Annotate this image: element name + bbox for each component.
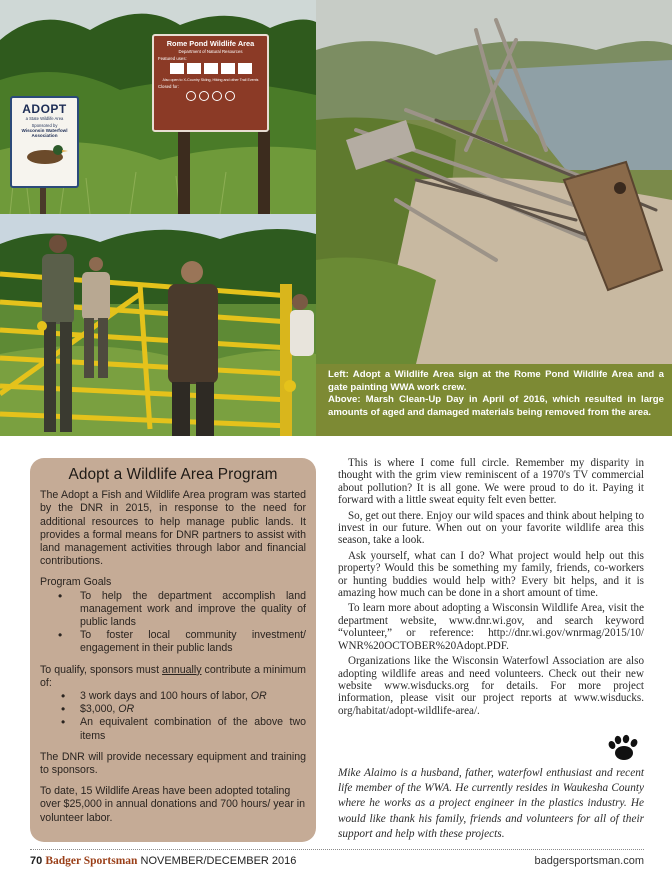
sign-featured-uses: Featured uses: — [158, 56, 187, 61]
footer-left — [30, 855, 296, 867]
sign-closed-icons — [154, 91, 267, 101]
caption-above: Above: Marsh Clean-Up Day in April of 2016, which resulted in large amounts of aged and damaged materials being removed from the area. — [328, 394, 664, 418]
page-number: 70 — [30, 855, 43, 867]
photo-caption — [316, 364, 672, 436]
adopt-sign-line3: Wisconsin Waterfowl — [21, 128, 68, 133]
adopt-sign-line1: a State Wildlife Area — [25, 116, 64, 121]
footer-website: badgersportsman.com — [534, 855, 644, 867]
issue-date: NOVEMBER/DECEMBER 2016 — [140, 855, 297, 867]
adopt-sign-line4: Association — [31, 133, 58, 138]
article-paragraph: This is where I come full circle. Remember my disparity in thought with the grim view reminiscent of a 1970's TV commercial about pollution? It is all gone. We were proud to do it. Paying it forward with a little sweat equity felt even better. — [338, 457, 644, 507]
rome-pond-sign — [152, 34, 269, 132]
article-paragraph: Organizations like the Wisconsin Waterfowl Association are also adopting wildlife areas and need volunteers. Check out their new website www.wisducks.org for details. For more project information, please visit our project reports at www.wisducks. org/habitat/adopt-wildlife-area/. — [338, 655, 644, 717]
qualify-option: • 3 work days and 100 hours of labor, OR — [40, 690, 306, 703]
caption-left: Left: Adopt a Wildlife Area sign at the Rome Pond Wildlife Area and a gate painting WWA work crew. — [328, 369, 664, 393]
qualify-option: • An equivalent combination of the above two items — [40, 716, 306, 742]
marsh-cleanup-photo — [316, 0, 672, 364]
duck-logo-icon — [20, 141, 70, 167]
footer-divider — [30, 849, 644, 850]
sidebar-title: Adopt a Wildlife Area Program — [68, 466, 278, 483]
article-paragraph: To learn more about adopting a Wisconsin Wildlife Area, visit the department website, www.dnr.wi.gov, and search keyword “volunteer,” or reference: http://dnr.wi.gov/wnrmag/2015/10/ WNR%20OCTOBER%20Adopt.PDF. — [338, 602, 644, 652]
article-body — [338, 457, 644, 720]
qualify-option: • $3,000, OR — [40, 703, 306, 716]
sign-subtitle: Department of Natural Resources — [178, 49, 243, 54]
qualify-text: To qualify, sponsors must annually contribute a minimum of: — [40, 663, 306, 689]
author-bio: Mike Alaimo is a husband, father, waterfowl enthusiast and recent life member of the WWA. He currently resides in Waukesha County where he works as a project engineer in the plastics industry. He would like thank his family, friends and volunteers for all of their support and help with these projects. — [338, 767, 644, 840]
to-date-stats: To date, 15 Wildlife Areas have been adopted totaling over $25,000 in annual donations and 700 hours/ year in volunteer labor. — [40, 785, 306, 824]
dnr-provides: The DNR will provide necessary equipment and training to sponsors. — [40, 750, 306, 777]
goal-item: • To help the department accomplish land management work and improve the quality of public lands — [40, 590, 306, 630]
adopt-sign — [10, 96, 79, 188]
goals-title: Program Goals — [40, 576, 112, 589]
sign-also-open: Also open to X-Country Skiing, Hiking and other Trail Events — [162, 78, 259, 82]
goals-list — [40, 590, 306, 656]
adopt-program-sidebar — [30, 458, 316, 842]
sign-closed-for: Closed for: — [158, 84, 179, 89]
sign-use-icons — [154, 63, 267, 74]
adopt-sign-line2: Sponsored by — [31, 123, 58, 128]
goal-item: • To foster local community investment/ engagement in their public lands — [40, 629, 306, 655]
article-paragraph: So, get out there. Enjoy our wild spaces and think about helping to invest in our future. When out on your favorite wildlife area this season, take a look. — [338, 509, 644, 547]
sidebar-intro: The Adopt a Fish and Wildlife Area program was started by the DNR in 2015, in response to the need for additional resources to help manage public lands. It provides a formal means for DNR partners to assist with land management activities through labor and financial contributions. — [40, 489, 306, 568]
article-paragraph: Ask yourself, what can I do? What project would help out this property? Would this be something my family, friends, co-workers or hunting buddies would help with? Every bit helps, and it is amazing how much can be done in a short amount of time. — [338, 549, 644, 600]
paw-print-icon — [606, 734, 640, 762]
qualify-options-list — [40, 690, 306, 743]
sign-title: Rome Pond Wildlife Area — [166, 39, 255, 48]
adopt-sign-headline: ADOPT — [22, 102, 67, 116]
gate-painting-photo — [0, 214, 316, 436]
magazine-name: Badger Sportsman — [45, 855, 138, 867]
